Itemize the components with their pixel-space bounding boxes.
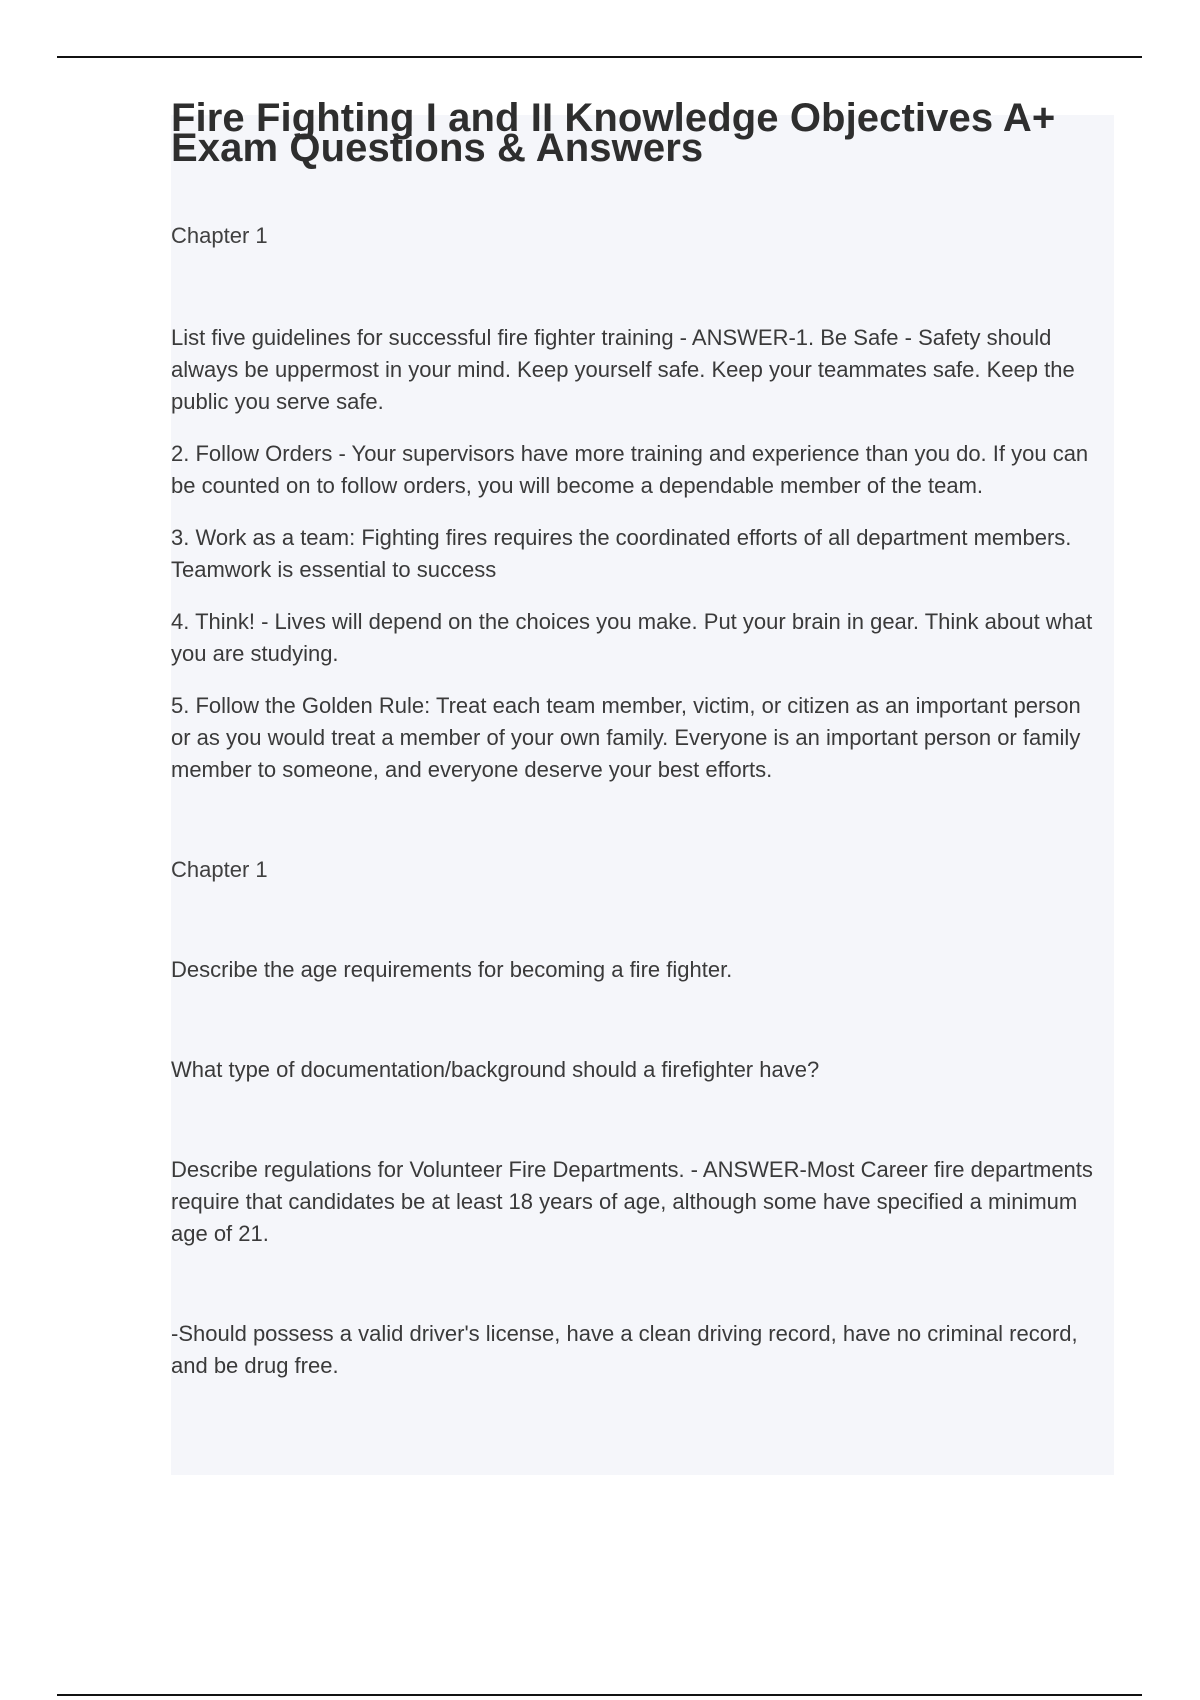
answer-paragraph: 4. Think! - Lives will depend on the choices you make. Put your brain in gear. Think about what you are studying.: [171, 609, 1093, 666]
document-title: Fire Fighting I and II Knowledge Objectives A+ Exam Questions & Answers: [171, 96, 1056, 170]
section-heading: Chapter 1: [171, 223, 268, 248]
answer-paragraph: 2. Follow Orders - Your supervisors have more training and experience than you do. If you can be counted on to follow orders, you will become a dependable member of the team.: [171, 441, 1089, 498]
answer-paragraph: 3. Work as a team: Fighting fires requires the coordinated efforts of all department members. Teamwork is essential to success: [171, 525, 1072, 582]
section-heading: Chapter 1: [171, 857, 268, 882]
question-paragraph: List five guidelines for successful fire fighter training - ANSWER-1. Be Safe - Safety should always be uppermost in your mind. Keep yourself safe. Keep your teammates safe. Keep the public you serve safe.: [171, 325, 1075, 414]
bottom-rule: [57, 1694, 1142, 1696]
question-paragraph: What type of documentation/background should a firefighter have?: [171, 1057, 820, 1082]
question-paragraph: Describe regulations for Volunteer Fire Departments. - ANSWER-Most Career fire departments require that candidates be at least 18 years of age, although some have specified a minimum age of 21.: [171, 1157, 1093, 1246]
answer-paragraph: 5. Follow the Golden Rule: Treat each team member, victim, or citizen as an important person or as you would treat a member of your own family. Everyone is an important person or family member to someone, and everyone deserve your best efforts.: [171, 693, 1081, 782]
answer-paragraph: -Should possess a valid driver's license, have a clean driving record, have no criminal record, and be drug free.: [171, 1321, 1078, 1378]
document-body: [171, 96, 1106, 1382]
top-rule: [57, 56, 1142, 58]
question-paragraph: Describe the age requirements for becoming a fire fighter.: [171, 957, 733, 982]
